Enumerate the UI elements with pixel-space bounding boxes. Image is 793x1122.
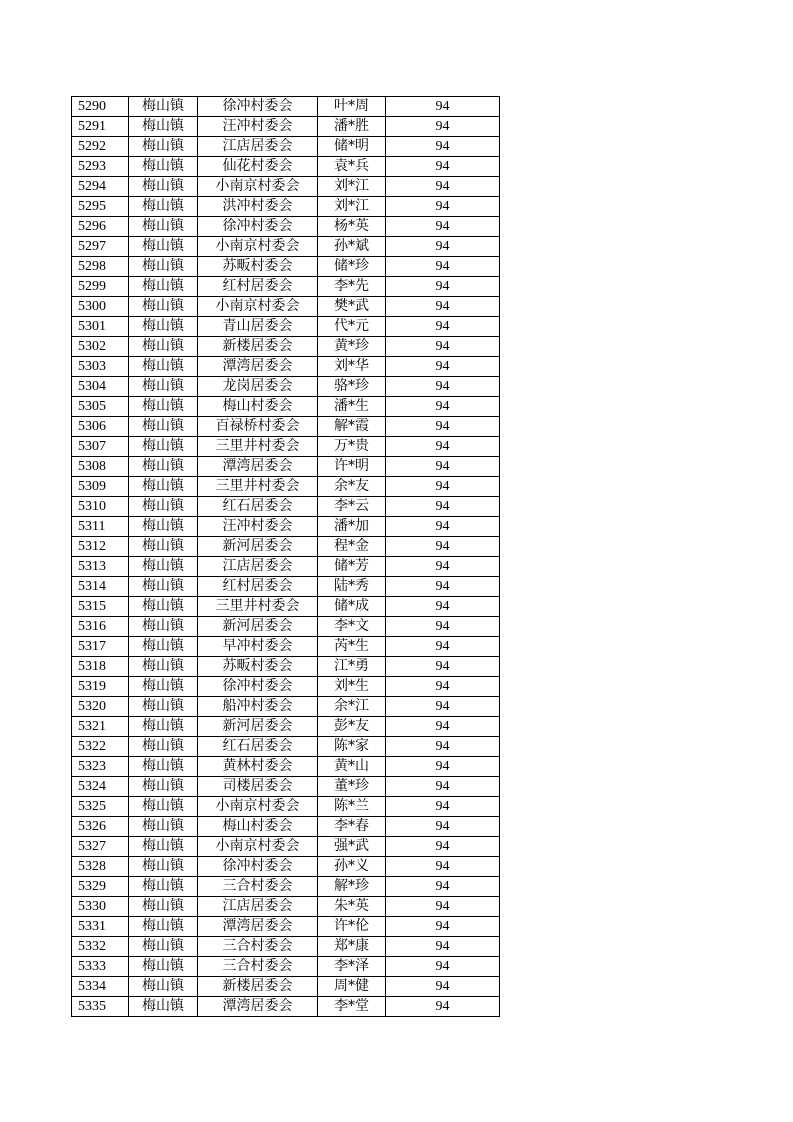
person-name-cell: 潘*加 <box>318 517 386 537</box>
table-row <box>72 837 500 857</box>
village-committee-cell: 三里井村委会 <box>198 477 318 497</box>
village-committee-cell: 龙岗居委会 <box>198 377 318 397</box>
town-cell: 梅山镇 <box>129 977 198 997</box>
score-cell: 94 <box>386 757 500 777</box>
village-committee-cell: 苏畈村委会 <box>198 257 318 277</box>
record-table-body <box>72 97 500 1017</box>
person-name-cell: 潘*胜 <box>318 117 386 137</box>
table-row <box>72 217 500 237</box>
person-name-cell: 李*春 <box>318 817 386 837</box>
village-committee-cell: 三里井村委会 <box>198 597 318 617</box>
record-number-cell: 5326 <box>72 817 129 837</box>
record-number-cell: 5296 <box>72 217 129 237</box>
town-cell: 梅山镇 <box>129 877 198 897</box>
table-row <box>72 577 500 597</box>
town-cell: 梅山镇 <box>129 137 198 157</box>
person-name-cell: 余*友 <box>318 477 386 497</box>
record-number-cell: 5308 <box>72 457 129 477</box>
village-committee-cell: 新河居委会 <box>198 617 318 637</box>
score-cell: 94 <box>386 857 500 877</box>
person-name-cell: 刘*华 <box>318 357 386 377</box>
village-committee-cell: 三合村委会 <box>198 957 318 977</box>
record-number-cell: 5331 <box>72 917 129 937</box>
person-name-cell: 程*金 <box>318 537 386 557</box>
person-name-cell: 黄*珍 <box>318 337 386 357</box>
score-cell: 94 <box>386 397 500 417</box>
village-committee-cell: 汪冲村委会 <box>198 117 318 137</box>
table-row <box>72 877 500 897</box>
score-cell: 94 <box>386 417 500 437</box>
village-committee-cell: 潭湾居委会 <box>198 457 318 477</box>
record-number-cell: 5312 <box>72 537 129 557</box>
score-cell: 94 <box>386 377 500 397</box>
table-row <box>72 637 500 657</box>
town-cell: 梅山镇 <box>129 357 198 377</box>
record-number-cell: 5333 <box>72 957 129 977</box>
score-cell: 94 <box>386 817 500 837</box>
table-row <box>72 317 500 337</box>
record-number-cell: 5292 <box>72 137 129 157</box>
person-name-cell: 陈*家 <box>318 737 386 757</box>
town-cell: 梅山镇 <box>129 417 198 437</box>
record-number-cell: 5309 <box>72 477 129 497</box>
record-number-cell: 5310 <box>72 497 129 517</box>
person-name-cell: 杨*英 <box>318 217 386 237</box>
score-cell: 94 <box>386 257 500 277</box>
table-row <box>72 117 500 137</box>
village-committee-cell: 司楼居委会 <box>198 777 318 797</box>
person-name-cell: 朱*英 <box>318 897 386 917</box>
table-row <box>72 497 500 517</box>
person-name-cell: 孙*义 <box>318 857 386 877</box>
village-committee-cell: 梅山村委会 <box>198 817 318 837</box>
village-committee-cell: 江店居委会 <box>198 897 318 917</box>
record-number-cell: 5299 <box>72 277 129 297</box>
score-cell: 94 <box>386 697 500 717</box>
village-committee-cell: 红石居委会 <box>198 737 318 757</box>
village-committee-cell: 徐冲村委会 <box>198 217 318 237</box>
town-cell: 梅山镇 <box>129 957 198 977</box>
record-number-cell: 5302 <box>72 337 129 357</box>
score-cell: 94 <box>386 797 500 817</box>
person-name-cell: 郑*康 <box>318 937 386 957</box>
town-cell: 梅山镇 <box>129 597 198 617</box>
table-row <box>72 697 500 717</box>
record-number-cell: 5306 <box>72 417 129 437</box>
score-cell: 94 <box>386 437 500 457</box>
person-name-cell: 江*勇 <box>318 657 386 677</box>
village-committee-cell: 三合村委会 <box>198 937 318 957</box>
village-committee-cell: 青山居委会 <box>198 317 318 337</box>
score-cell: 94 <box>386 337 500 357</box>
table-row <box>72 917 500 937</box>
village-committee-cell: 江店居委会 <box>198 137 318 157</box>
village-committee-cell: 汪冲村委会 <box>198 517 318 537</box>
table-row <box>72 357 500 377</box>
town-cell: 梅山镇 <box>129 217 198 237</box>
record-number-cell: 5317 <box>72 637 129 657</box>
table-row <box>72 537 500 557</box>
score-cell: 94 <box>386 777 500 797</box>
table-row <box>72 777 500 797</box>
score-cell: 94 <box>386 157 500 177</box>
record-number-cell: 5300 <box>72 297 129 317</box>
score-cell: 94 <box>386 357 500 377</box>
person-name-cell: 李*泽 <box>318 957 386 977</box>
village-committee-cell: 船冲村委会 <box>198 697 318 717</box>
town-cell: 梅山镇 <box>129 297 198 317</box>
table-row <box>72 617 500 637</box>
score-cell: 94 <box>386 897 500 917</box>
village-committee-cell: 苏畈村委会 <box>198 657 318 677</box>
record-number-cell: 5321 <box>72 717 129 737</box>
person-name-cell: 陈*兰 <box>318 797 386 817</box>
village-committee-cell: 百禄桥村委会 <box>198 417 318 437</box>
village-committee-cell: 小南京村委会 <box>198 237 318 257</box>
village-committee-cell: 潭湾居委会 <box>198 917 318 937</box>
village-committee-cell: 仙花村委会 <box>198 157 318 177</box>
person-name-cell: 骆*珍 <box>318 377 386 397</box>
table-row <box>72 897 500 917</box>
town-cell: 梅山镇 <box>129 817 198 837</box>
town-cell: 梅山镇 <box>129 857 198 877</box>
table-row <box>72 657 500 677</box>
score-cell: 94 <box>386 117 500 137</box>
town-cell: 梅山镇 <box>129 157 198 177</box>
table-row <box>72 817 500 837</box>
town-cell: 梅山镇 <box>129 437 198 457</box>
table-row <box>72 797 500 817</box>
table-row <box>72 437 500 457</box>
score-cell: 94 <box>386 737 500 757</box>
village-committee-cell: 小南京村委会 <box>198 177 318 197</box>
record-number-cell: 5307 <box>72 437 129 457</box>
table-row <box>72 237 500 257</box>
person-name-cell: 解*霞 <box>318 417 386 437</box>
score-cell: 94 <box>386 97 500 117</box>
town-cell: 梅山镇 <box>129 337 198 357</box>
village-committee-cell: 徐冲村委会 <box>198 677 318 697</box>
village-committee-cell: 新河居委会 <box>198 717 318 737</box>
record-number-cell: 5298 <box>72 257 129 277</box>
person-name-cell: 刘*江 <box>318 197 386 217</box>
town-cell: 梅山镇 <box>129 237 198 257</box>
score-cell: 94 <box>386 717 500 737</box>
person-name-cell: 叶*周 <box>318 97 386 117</box>
person-name-cell: 袁*兵 <box>318 157 386 177</box>
record-number-cell: 5305 <box>72 397 129 417</box>
table-row <box>72 977 500 997</box>
town-cell: 梅山镇 <box>129 897 198 917</box>
village-committee-cell: 早冲村委会 <box>198 637 318 657</box>
record-number-cell: 5311 <box>72 517 129 537</box>
village-committee-cell: 新河居委会 <box>198 537 318 557</box>
score-cell: 94 <box>386 477 500 497</box>
town-cell: 梅山镇 <box>129 497 198 517</box>
village-committee-cell: 小南京村委会 <box>198 797 318 817</box>
score-cell: 94 <box>386 977 500 997</box>
person-name-cell: 储*明 <box>318 137 386 157</box>
table-row <box>72 737 500 757</box>
score-cell: 94 <box>386 917 500 937</box>
town-cell: 梅山镇 <box>129 797 198 817</box>
score-cell: 94 <box>386 657 500 677</box>
village-committee-cell: 红村居委会 <box>198 577 318 597</box>
score-cell: 94 <box>386 497 500 517</box>
town-cell: 梅山镇 <box>129 837 198 857</box>
score-cell: 94 <box>386 837 500 857</box>
town-cell: 梅山镇 <box>129 617 198 637</box>
town-cell: 梅山镇 <box>129 317 198 337</box>
person-name-cell: 储*珍 <box>318 257 386 277</box>
village-committee-cell: 江店居委会 <box>198 557 318 577</box>
table-row <box>72 757 500 777</box>
score-cell: 94 <box>386 577 500 597</box>
village-committee-cell: 红村居委会 <box>198 277 318 297</box>
person-name-cell: 芮*生 <box>318 637 386 657</box>
table-row <box>72 257 500 277</box>
record-number-cell: 5319 <box>72 677 129 697</box>
table-row <box>72 297 500 317</box>
score-cell: 94 <box>386 517 500 537</box>
record-number-cell: 5293 <box>72 157 129 177</box>
score-cell: 94 <box>386 237 500 257</box>
town-cell: 梅山镇 <box>129 397 198 417</box>
record-number-cell: 5330 <box>72 897 129 917</box>
table-row <box>72 857 500 877</box>
record-number-cell: 5304 <box>72 377 129 397</box>
person-name-cell: 樊*武 <box>318 297 386 317</box>
town-cell: 梅山镇 <box>129 257 198 277</box>
town-cell: 梅山镇 <box>129 657 198 677</box>
score-cell: 94 <box>386 877 500 897</box>
record-number-cell: 5313 <box>72 557 129 577</box>
record-number-cell: 5334 <box>72 977 129 997</box>
village-committee-cell: 三合村委会 <box>198 877 318 897</box>
record-number-cell: 5295 <box>72 197 129 217</box>
person-name-cell: 李*云 <box>318 497 386 517</box>
record-number-cell: 5322 <box>72 737 129 757</box>
record-number-cell: 5316 <box>72 617 129 637</box>
table-row <box>72 517 500 537</box>
record-number-cell: 5294 <box>72 177 129 197</box>
table-row <box>72 717 500 737</box>
table-row <box>72 417 500 437</box>
score-cell: 94 <box>386 217 500 237</box>
person-name-cell: 黄*山 <box>318 757 386 777</box>
score-cell: 94 <box>386 637 500 657</box>
record-number-cell: 5318 <box>72 657 129 677</box>
table-row <box>72 557 500 577</box>
score-cell: 94 <box>386 557 500 577</box>
record-number-cell: 5301 <box>72 317 129 337</box>
table-row <box>72 197 500 217</box>
person-name-cell: 万*贵 <box>318 437 386 457</box>
town-cell: 梅山镇 <box>129 997 198 1017</box>
table-row <box>72 937 500 957</box>
person-name-cell: 许*伦 <box>318 917 386 937</box>
table-row <box>72 277 500 297</box>
village-committee-cell: 新楼居委会 <box>198 977 318 997</box>
record-number-cell: 5291 <box>72 117 129 137</box>
table-row <box>72 337 500 357</box>
person-name-cell: 李*先 <box>318 277 386 297</box>
score-cell: 94 <box>386 197 500 217</box>
record-number-cell: 5314 <box>72 577 129 597</box>
person-name-cell: 强*武 <box>318 837 386 857</box>
town-cell: 梅山镇 <box>129 557 198 577</box>
table-row <box>72 97 500 117</box>
person-name-cell: 李*堂 <box>318 997 386 1017</box>
score-cell: 94 <box>386 597 500 617</box>
score-cell: 94 <box>386 937 500 957</box>
person-name-cell: 孙*斌 <box>318 237 386 257</box>
person-name-cell: 李*文 <box>318 617 386 637</box>
town-cell: 梅山镇 <box>129 457 198 477</box>
town-cell: 梅山镇 <box>129 177 198 197</box>
record-number-cell: 5328 <box>72 857 129 877</box>
table-row <box>72 137 500 157</box>
record-number-cell: 5324 <box>72 777 129 797</box>
person-name-cell: 陆*秀 <box>318 577 386 597</box>
score-cell: 94 <box>386 317 500 337</box>
town-cell: 梅山镇 <box>129 717 198 737</box>
person-name-cell: 储*成 <box>318 597 386 617</box>
town-cell: 梅山镇 <box>129 197 198 217</box>
town-cell: 梅山镇 <box>129 117 198 137</box>
table-row <box>72 177 500 197</box>
town-cell: 梅山镇 <box>129 677 198 697</box>
person-name-cell: 董*珍 <box>318 777 386 797</box>
table-row <box>72 477 500 497</box>
score-cell: 94 <box>386 677 500 697</box>
village-committee-cell: 小南京村委会 <box>198 837 318 857</box>
person-name-cell: 刘*江 <box>318 177 386 197</box>
person-name-cell: 代*元 <box>318 317 386 337</box>
score-cell: 94 <box>386 537 500 557</box>
score-cell: 94 <box>386 457 500 477</box>
town-cell: 梅山镇 <box>129 537 198 557</box>
record-number-cell: 5290 <box>72 97 129 117</box>
score-cell: 94 <box>386 997 500 1017</box>
village-committee-cell: 洪冲村委会 <box>198 197 318 217</box>
town-cell: 梅山镇 <box>129 777 198 797</box>
town-cell: 梅山镇 <box>129 757 198 777</box>
town-cell: 梅山镇 <box>129 377 198 397</box>
village-committee-cell: 潭湾居委会 <box>198 357 318 377</box>
person-name-cell: 储*芳 <box>318 557 386 577</box>
village-committee-cell: 徐冲村委会 <box>198 97 318 117</box>
person-name-cell: 余*江 <box>318 697 386 717</box>
table-row <box>72 957 500 977</box>
person-name-cell: 许*明 <box>318 457 386 477</box>
table-row <box>72 997 500 1017</box>
record-number-cell: 5327 <box>72 837 129 857</box>
record-number-cell: 5297 <box>72 237 129 257</box>
table-row <box>72 457 500 477</box>
record-number-cell: 5332 <box>72 937 129 957</box>
person-name-cell: 周*健 <box>318 977 386 997</box>
record-number-cell: 5320 <box>72 697 129 717</box>
town-cell: 梅山镇 <box>129 97 198 117</box>
village-committee-cell: 新楼居委会 <box>198 337 318 357</box>
town-cell: 梅山镇 <box>129 577 198 597</box>
score-cell: 94 <box>386 137 500 157</box>
table-row <box>72 597 500 617</box>
town-cell: 梅山镇 <box>129 937 198 957</box>
table-row <box>72 397 500 417</box>
village-committee-cell: 徐冲村委会 <box>198 857 318 877</box>
town-cell: 梅山镇 <box>129 637 198 657</box>
person-name-cell: 潘*生 <box>318 397 386 417</box>
person-name-cell: 解*珍 <box>318 877 386 897</box>
table-row <box>72 377 500 397</box>
table-row <box>72 157 500 177</box>
record-number-cell: 5303 <box>72 357 129 377</box>
village-committee-cell: 潭湾居委会 <box>198 997 318 1017</box>
town-cell: 梅山镇 <box>129 697 198 717</box>
village-committee-cell: 小南京村委会 <box>198 297 318 317</box>
table-row <box>72 677 500 697</box>
record-number-cell: 5315 <box>72 597 129 617</box>
village-committee-cell: 红石居委会 <box>198 497 318 517</box>
village-committee-cell: 三里井村委会 <box>198 437 318 457</box>
town-cell: 梅山镇 <box>129 477 198 497</box>
record-number-cell: 5335 <box>72 997 129 1017</box>
town-cell: 梅山镇 <box>129 917 198 937</box>
score-cell: 94 <box>386 177 500 197</box>
town-cell: 梅山镇 <box>129 277 198 297</box>
person-name-cell: 彭*友 <box>318 717 386 737</box>
record-table <box>71 96 500 1017</box>
village-committee-cell: 梅山村委会 <box>198 397 318 417</box>
score-cell: 94 <box>386 957 500 977</box>
score-cell: 94 <box>386 297 500 317</box>
village-committee-cell: 黄林村委会 <box>198 757 318 777</box>
record-number-cell: 5329 <box>72 877 129 897</box>
score-cell: 94 <box>386 277 500 297</box>
score-cell: 94 <box>386 617 500 637</box>
record-number-cell: 5325 <box>72 797 129 817</box>
person-name-cell: 刘*生 <box>318 677 386 697</box>
town-cell: 梅山镇 <box>129 517 198 537</box>
town-cell: 梅山镇 <box>129 737 198 757</box>
record-number-cell: 5323 <box>72 757 129 777</box>
